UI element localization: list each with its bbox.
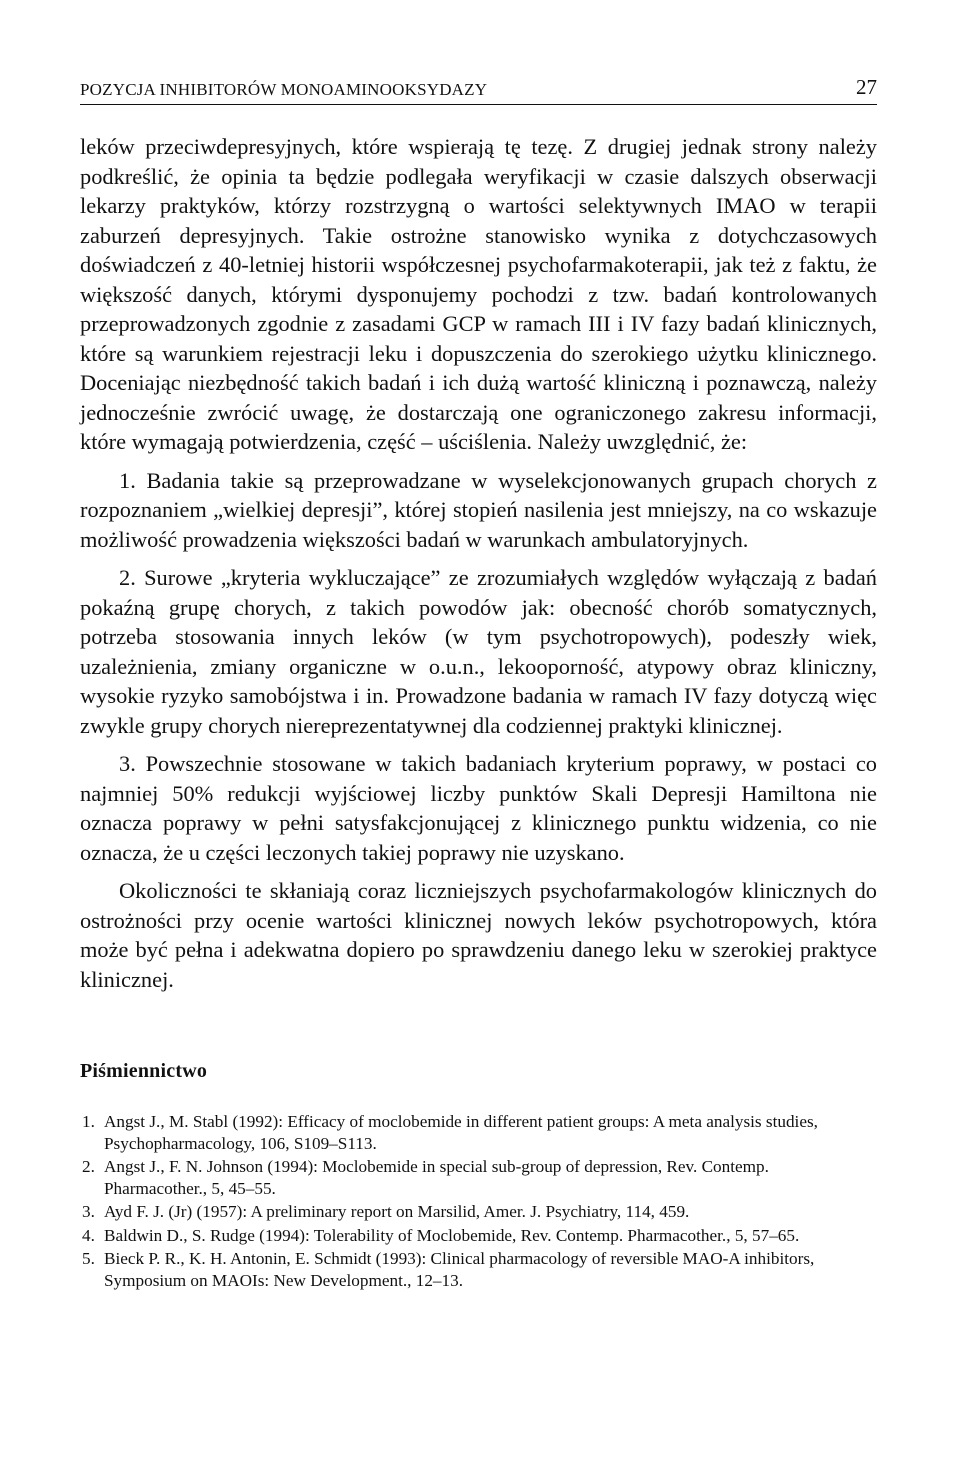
- reference-item: [80, 1201, 877, 1223]
- body-text: [80, 132, 877, 994]
- reference-item: [80, 1248, 877, 1291]
- reference-number: 2.: [82, 1157, 95, 1176]
- body-paragraph: leków przeciwdepresyjnych, które wspierają tę tezę. Z drugiej jednak strony należy podkreślić, że opinia ta będzie podlegała weryfikacji w czasie dalszych obserwacji lekarzy praktyków, którzy rozstrzygną o wartości selektywnych IMAO w terapii zaburzeń depresyjnych. Takie ostrożne stanowisko wynika z dotychczasowych doświadczeń z 40-letniej historii współczesnej psychofarmakoterapii, jak też z faktu, że większość danych, którymi dysponujemy pochodzi z tzw. badań kontrolowanych przeprowadzonych zgodnie z zasadami GCP w ramach III i IV fazy badań klinicznych, które są warunkiem rejestracji leku i dopuszczenia do szerokiego użytku klinicznego. Doceniając niezbędność takich badań i ich dużą wartość kliniczną i poznawczą, należy jednocześnie zwrócić uwagę, że dostarczają one ograniczonego zakresu informacji, które wymagają potwierdzenia, część – uściślenia. Należy uwzględnić, że:: [80, 134, 877, 454]
- page: [80, 68, 877, 1293]
- reference-text: Angst J., M. Stabl (1992): Efficacy of moclobemide in different patient groups: A meta analysis studies, Psychopharmacology, 106, S109–S113.: [104, 1112, 818, 1153]
- reference-item: [80, 1225, 877, 1247]
- reference-text: Ayd F. J. (Jr) (1957): A preliminary report on Marsilid, Amer. J. Psychiatry, 114, 459.: [104, 1202, 690, 1221]
- reference-item: [80, 1111, 877, 1154]
- reference-number: 5.: [82, 1249, 95, 1268]
- references-list: [80, 1111, 877, 1291]
- reference-number: 4.: [82, 1225, 95, 1245]
- reference-number: 1.: [82, 1112, 95, 1131]
- reference-number: 3.: [82, 1202, 95, 1221]
- running-header: [80, 68, 877, 105]
- page-number: 27: [856, 75, 877, 99]
- reference-item: [80, 1156, 877, 1199]
- numbered-point-2: 2. Surowe „kryteria wykluczające” ze zrozumiałych względów wyłączają z badań pokaźną grupę chorych, z takich powodów jak: obecność chorób somatycznych, potrzeba stosowania innych leków (w tym psychotropowych), podeszły wiek, uzależnienia, zmiany organiczne w o.u.n., lekooporność, atypowy obraz kliniczny, wysokie ryzyko samobójstwa i in. Prowadzone badania w ramach IV fazy dotyczą więc zwykle grupy chorych niereprezentatywnej dla codziennej praktyki klinicznej.: [80, 565, 877, 738]
- closing-paragraph: Okoliczności te skłaniają coraz liczniejszych psychofarmakologów klinicznych do ostrożności przy ocenie wartości klinicznej nowych leków psychotropowych, która może być pełna i adekwatna dopiero po sprawdzeniu danego leku w szerokiej praktyce klinicznej.: [80, 878, 877, 992]
- reference-text: Bieck P. R., K. H. Antonin, E. Schmidt (1993): Clinical pharmacology of reversible MAO-A inhibitors, Symposium on MAOIs: New Development., 12–13.: [104, 1249, 815, 1290]
- numbered-point-1: 1. Badania takie są przeprowadzane w wyselekcjonowanych grupach chorych z rozpoznaniem „wielkiej depresji”, której stopień nasilenia jest mniejszy, na co wskazuje możliwość prowadzenia większości badań w warunkach ambulatoryjnych.: [80, 467, 877, 552]
- numbered-point-3: 3. Powszechnie stosowane w takich badaniach kryterium poprawy, w postaci co najmniej 50% redukcji wyjściowej liczby punktów Skali Depresji Hamiltona nie oznacza poprawy w pełni satysfakcjonującej z klinicznego punktu widzenia, co nie oznacza, że u części leczonych takiej poprawy nie uzyskano.: [80, 751, 877, 865]
- running-title: POZYCJA INHIBITORÓW MONOAMINOOKSYDAZY: [80, 80, 488, 99]
- reference-text: Angst J., F. N. Johnson (1994): Moclobemide in special sub-group of depression, Rev. Contemp. Pharmacother., 5, 45–55.: [104, 1157, 769, 1198]
- references-heading: Piśmiennictwo: [80, 1060, 208, 1082]
- reference-text: Baldwin D., S. Rudge (1994): Tolerability of Moclobemide, Rev. Contemp. Pharmacother., 5, 57–65.: [104, 1225, 800, 1245]
